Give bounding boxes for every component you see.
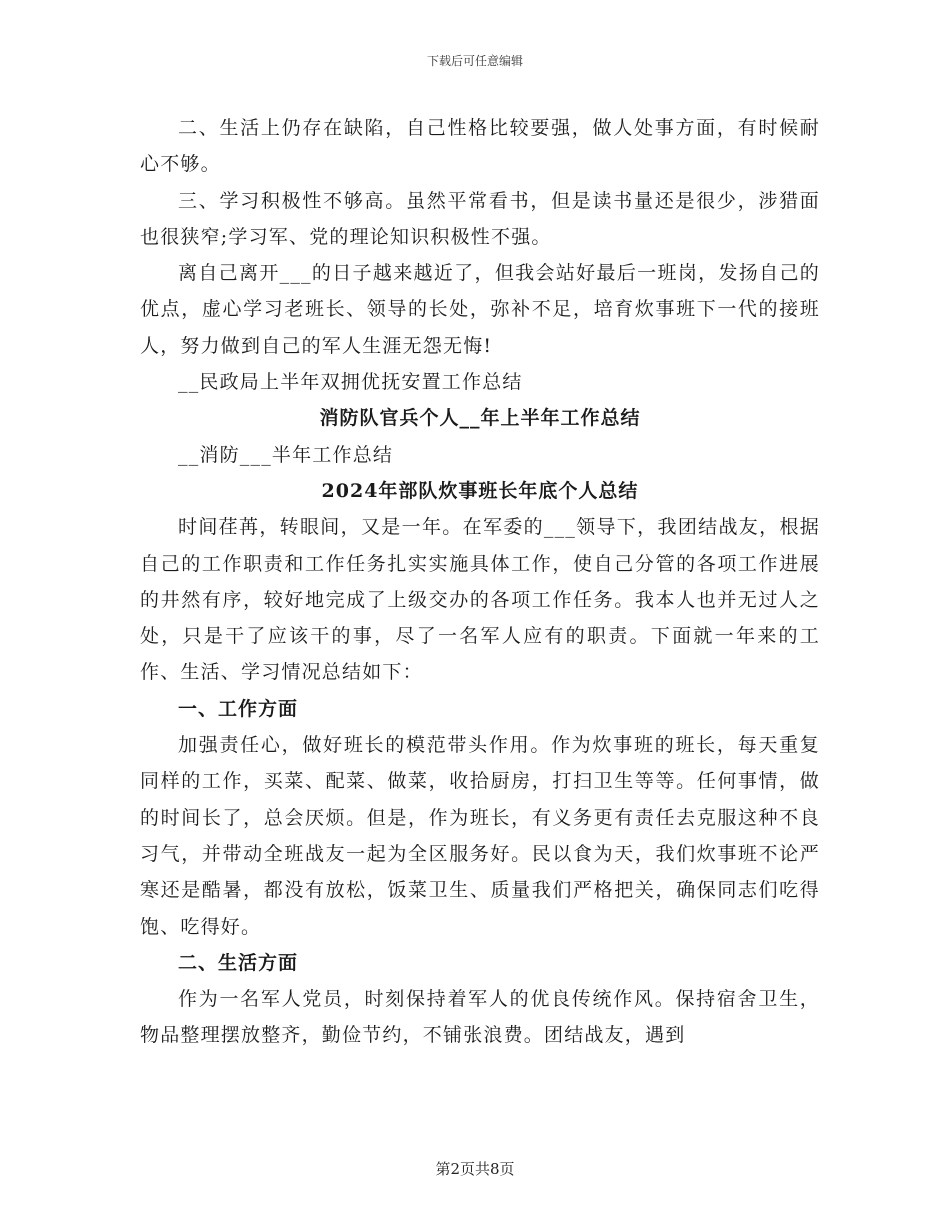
paragraph-life: 作为一名军人党员，时刻保持着军人的优良传统作风。保持宿舍卫生，物品整理摆放整齐，勤俭节约，不铺张浪费。团结战友，遇到 — [140, 988, 820, 1047]
paragraph-study-shortcoming: 三、学习积极性不够高。虽然平常看书，但是读书量还是很少，涉猎面也很狭窄;学习军、党的理论知识积极性不强。 — [140, 189, 820, 248]
document-body — [140, 110, 820, 1054]
related-title-fire-half-year: __消防___半年工作总结 — [178, 443, 394, 466]
paragraph-work: 加强责任心，做好班长的模范带头作用。作为炊事班的班长，每天重复同样的工作，买菜、配菜、做菜，收拾厨房，打扫卫生等等。任何事情，做的时间长了，总会厌烦。但是，作为班长，有义务更有责任去克服这种不良习气，并带动全班战友一起为全区服务好。民以食为天，我们炊事班不论严寒还是酷暑，都没有放松，饭菜卫生、质量我们严格把关，确保同志们吃得饱、吃得好。 — [140, 734, 820, 938]
section-title-cook-squad-leader: 2024年部队炊事班长年底个人总结 — [321, 479, 639, 502]
section-title-fire-brigade: 消防队官兵个人__年上半年工作总结 — [319, 407, 641, 430]
heading-work: 一、工作方面 — [178, 697, 299, 720]
heading-life: 二、生活方面 — [178, 951, 299, 974]
related-title-civil-affairs: __民政局上半年双拥优抚安置工作总结 — [178, 371, 523, 394]
paragraph-closing-commitment: 离自己离开___的日子越来越近了，但我会站好最后一班岗，发扬自己的优点，虚心学习老班长、领导的长处，弥补不足，培育炊事班下一代的接班人，努力做到自己的军人生涯无怨无悔! — [140, 262, 820, 357]
page-header-note: 下载后可任意编辑 — [426, 54, 523, 68]
paragraph-life-shortcoming: 二、生活上仍存在缺陷，自己性格比较要强，做人处事方面，有时候耐心不够。 — [140, 117, 820, 176]
page-footer-number: 第2页共8页 — [435, 1160, 515, 1178]
paragraph-introduction: 时间荏苒，转眼间，又是一年。在军委的___领导下，我团结战友，根据自己的工作职责和工作任务扎实实施具体工作，使自己分管的各项工作进展的井然有序，较好地完成了上级交办的各项工作任务。我本人也并无过人之处，只是干了应该干的事，尽了一名军人应有的职责。下面就一年来的工作、生活、学习情况总结如下： — [140, 516, 820, 684]
